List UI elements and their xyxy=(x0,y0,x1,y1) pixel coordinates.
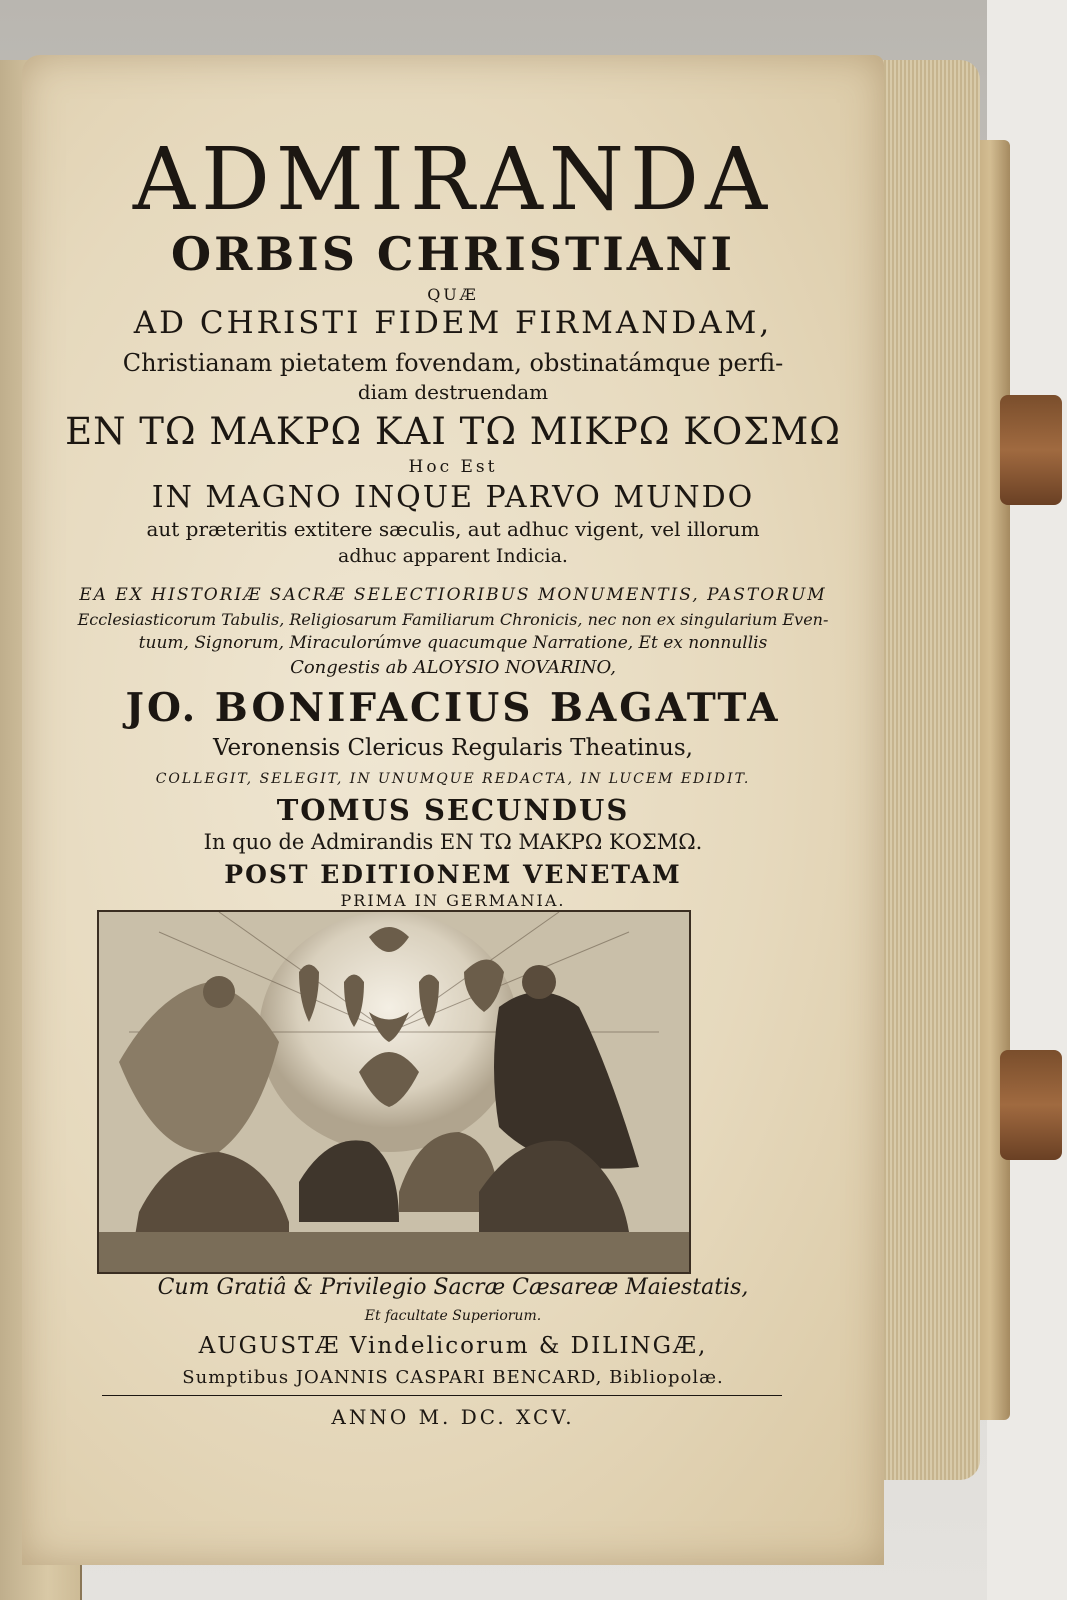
line-greek-makro-kosmo: ΕΝ ΤΩ ΜΑΚΡΩ ΚΑΙ ΤΩ ΜΙΚΡΩ ΚΟΣΜΩ xyxy=(65,410,841,453)
line-ecclesiasticorum: Ecclesiasticorum Tabulis, Religiosarum Familiarum Chronicis, nec non ex singularium Even- xyxy=(77,610,829,629)
imprint-augustae: AUGUSTÆ Vindelicorum & DILINGÆ, xyxy=(198,1333,708,1359)
subtitle-orbis-christiani: ORBIS CHRISTIANI xyxy=(171,227,735,281)
line-ex-historiae: EA EX HISTORIÆ SACRÆ SELECTIORIBUS MONUMENTIS, PASTORUM xyxy=(79,585,827,605)
imprint-rule xyxy=(102,1395,782,1396)
line-signorum: tuum, Signorum, Miraculorúmve quacumque Narratione, Et ex nonnullis xyxy=(138,633,768,653)
line-cum-gratia-privilegio: Cum Gratiâ & Privilegio Sacræ Cæsareæ Maiestatis, xyxy=(157,1275,749,1300)
line-collegit: COLLEGIT, SELEGIT, IN UNUMQUE REDACTA, IN LUCEM EDIDIT. xyxy=(155,771,751,787)
line-in-magno-parvo-mundo: IN MAGNO INQUE PARVO MUNDO xyxy=(151,480,755,515)
line-veronensis: Veronensis Clericus Regularis Theatinus, xyxy=(212,735,693,761)
line-congestis: Congestis ab ALOYSIO NOVARINO, xyxy=(290,657,616,678)
line-praeteritis: aut præteritis extitere sæculis, aut adhuc vigent, vel illorum xyxy=(146,517,760,541)
line-christianam-pietatem: Christianam pietatem fovendam, obstinatámque perfi- xyxy=(122,349,784,377)
leather-tie-strap-lower xyxy=(1000,1050,1062,1160)
line-prima-germania: PRIMA IN GERMANIA. xyxy=(340,891,566,910)
line-post-editionem: POST EDITIONEM VENETAM xyxy=(224,860,682,889)
page-block-fore-edge xyxy=(870,60,980,1480)
line-tomus-secundus: TOMUS SECUNDUS xyxy=(276,793,630,827)
line-quae: QUÆ xyxy=(427,285,479,304)
imprint-anno: ANNO M. DC. XCV. xyxy=(331,1405,575,1429)
line-facultate-superiorum: Et facultate Superiorum. xyxy=(364,1308,542,1324)
author-bagatta: JO. BONIFACIUS BAGATTA xyxy=(125,685,781,731)
leather-tie-strap-upper xyxy=(1000,395,1062,505)
engraving-artwork xyxy=(99,912,689,1272)
line-diam-destruendam: diam destruendam xyxy=(357,380,549,404)
line-in-quo-admirandis: In quo de Admirandis ΕΝ ΤΩ ΜΑΚΡΩ ΚΟΣΜΩ. xyxy=(203,830,703,854)
line-ad-christi-fidem: AD CHRISTI FIDEM FIRMANDAM, xyxy=(133,305,773,341)
engraved-frontispiece-illustration xyxy=(97,910,691,1274)
line-indicia: adhuc apparent Indicia. xyxy=(338,545,568,567)
imprint-sumptibus: Sumptibus JOANNIS CASPARI BENCARD, Bibliopolæ. xyxy=(182,1367,724,1388)
title-page xyxy=(22,55,884,1565)
title-admiranda: ADMIRANDA xyxy=(132,130,774,230)
line-hoc-est: Hoc Est xyxy=(408,457,498,477)
